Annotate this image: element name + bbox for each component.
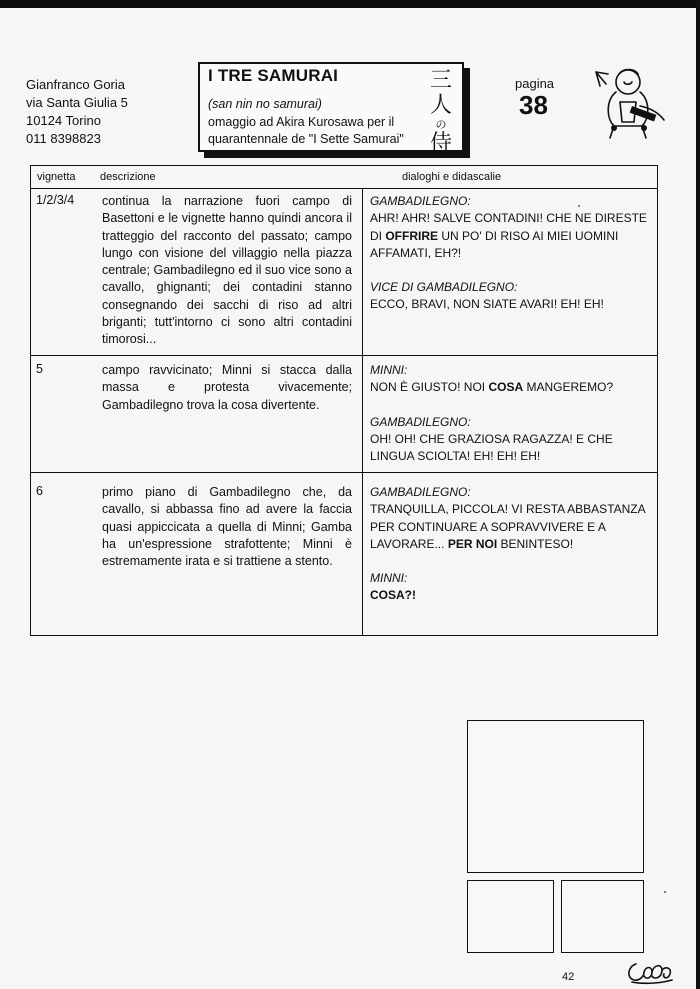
dialogue-emphasis: PER NOI [447,536,498,551]
header-vignetta: vignetta [37,171,76,183]
dialogue-block [370,484,650,553]
header-divider [31,188,657,189]
author-city: 10124 Torino [26,113,101,128]
author-address [26,76,128,148]
speaker-label: VICE DI GAMBADILEGNO: [370,280,518,295]
author-name: Gianfranco Goria [26,77,125,92]
dialogue-block [370,570,650,605]
dedication-line-2: quarantennale de "I Sette Samurai" [208,132,404,146]
dialogue-text [370,210,650,262]
kanji-samurai: 侍 [429,131,452,156]
panel-dialogue [370,362,650,465]
column-divider [362,189,363,635]
dialogue-block [370,193,650,262]
dialogue-text-part: MANGEREMO? [523,380,614,395]
row-divider [31,472,657,473]
dialogue-text [370,501,650,553]
dialogue-block [370,414,650,466]
panel-number: 5 [36,362,43,376]
dialogue-text: ECCO, BRAVI, NON SIATE AVARI! EH! EH! [370,297,604,312]
story-subtitle: (san nin no samurai) [208,97,322,111]
speck [664,891,666,893]
top-border [0,0,700,8]
speaker-label: GAMBADILEGNO: [370,414,471,429]
dialogue-text-part: UN PO' DI RISO AI MIEI UOMINI AFFAMATI, EH?! [370,228,619,260]
layout-panel-large [467,720,644,873]
panel-dialogue [370,193,650,314]
panel-description: campo ravvicinato; Minni si stacca dalla massa e protesta vivacemente; Gambadilegno trova la cosa divertente. [102,363,352,412]
kanji-title [426,68,456,156]
dialogue-text [370,379,650,396]
title-box [198,62,464,156]
footer-page-number: 42 [562,971,575,983]
row-divider [31,355,657,356]
dialogue-emphasis: COSA [488,380,524,395]
kanji-nin: 人 [429,93,452,118]
panel-number: 1/2/3/4 [36,193,75,207]
dialogue-emphasis: OFFRIRE [385,228,439,243]
author-phone: 011 8398823 [26,131,101,146]
layout-panel-small-left [467,880,554,953]
speaker-label: GAMBADILEGNO: [370,194,471,208]
dialogue-text-part: NON È GIUSTO! NOI [370,380,489,395]
dialogue-text: OH! OH! CHE GRAZIOSA RAGAZZA! E CHE LINGUA SCIOLTA! EH! EH! EH! [370,431,613,464]
story-title: I TRE SAMURAI [208,66,339,85]
author-street: via Santa Giulia 5 [26,95,128,110]
page-label: pagina [515,76,555,91]
script-table [30,165,658,636]
dialogue-block [370,279,650,314]
speaker-label: GAMBADILEGNO: [370,485,471,499]
layout-panel-small-right [561,880,644,953]
panel-dialogue [370,484,650,605]
dedication-line-1: omaggio ad Akira Kurosawa per il [208,115,395,129]
speck [578,205,580,207]
dialogue-text-part: BENINTESO! [497,536,574,551]
panel-description: primo piano di Gambadilegno che, da cavallo, si abbassa fino ad avere la faccia quasi appiccicata a quella di Minni; Gamba ha un'espressione strafottente; Minni è estremamente irata e si trattiene a stento. [102,485,352,569]
speaker-label: MINNI: [370,363,408,377]
dialogue-text: COSA?! [370,588,416,603]
right-border [696,0,700,989]
dialogue-text-part: TRANQUILLA, PICCOLA! VI RESTA ABBASTANZA PER CONTINUARE A SOPRAVVIVERE E A LAVORARE... [370,502,645,551]
page-number: 38 [519,90,548,120]
dialogue-text-part: AHR! AHR! SALVE CONTADINI! CHE NE DIRESTE DI [370,211,647,243]
header-dialoghi: dialoghi e didascalie [402,171,502,183]
header-descrizione: descrizione [100,171,156,183]
kanji-no: の [435,118,447,131]
kanji-san: 三 [429,68,452,93]
samurai-mascot-icon [592,62,672,144]
dialogue-block [370,362,650,397]
speaker-label: MINNI: [370,571,408,586]
panel-description: continua la narrazione fuori campo di Basettoni e le vignette hanno quindi ancora il tratteggio del racconto del passato; campo lungo con visione del villaggio nella piazza centrale; Gambadilegno ed il suo vice sono a cavallo, ghignanti; dei contadini stanno consegnando dei sacchi di riso ad altri briganti; tutt'intorno ci sono altri contadini timorosi... [102,194,352,347]
panel-number: 6 [36,484,43,498]
signature-icon [622,956,678,986]
